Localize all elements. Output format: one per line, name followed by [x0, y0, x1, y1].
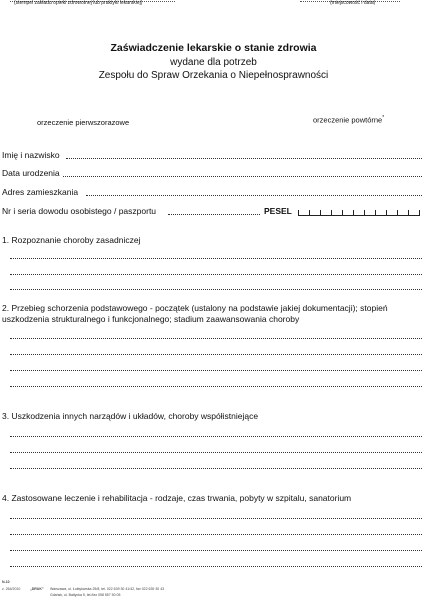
form-edition: z. 264/2010	[2, 587, 21, 591]
section-4-line[interactable]	[10, 550, 422, 551]
pesel-digit	[387, 210, 398, 215]
section-3-line[interactable]	[10, 468, 422, 469]
pesel-digit	[298, 210, 310, 215]
section-2-line[interactable]	[10, 338, 422, 339]
pesel-field[interactable]	[298, 210, 420, 216]
option-repeat[interactable]	[313, 115, 384, 125]
section-2-line[interactable]	[10, 370, 422, 371]
publisher-address-2: Gdańsk, ul. Bałtycka 5, tel./fax 058 557 50 05	[50, 593, 121, 597]
section-3-title: 3. Uszkodzenia innych narządów i układów, choroby współistniejące	[2, 411, 259, 421]
birth-date-label: Data urodzenia	[2, 168, 60, 178]
document-subtitle-committee: Zespołu do Spraw Orzekania o Niepełnosprawności	[98, 70, 329, 81]
pesel-digit	[365, 210, 376, 215]
pesel-digit	[354, 210, 365, 215]
section-4-line[interactable]	[10, 518, 422, 519]
pesel-digit	[343, 210, 354, 215]
form-code: N-10	[2, 580, 10, 584]
section-1-line[interactable]	[10, 274, 422, 275]
stamp-caption: (stempel zakładu opieki zdrowotnej lub praktyki lekarskiej)	[14, 0, 143, 6]
section-3-line[interactable]	[10, 436, 422, 437]
section-2-line[interactable]	[10, 386, 422, 387]
pesel-digit	[321, 210, 332, 215]
document-subtitle: wydane dla potrzeb	[170, 57, 257, 68]
section-4-title: 4. Zastosowane leczenie i rehabilitacja - rodzaje, czas trwania, pobyty w szpitalu, sanatorium	[2, 493, 352, 503]
section-1-title: 1. Rozpoznanie choroby zasadniczej	[2, 235, 141, 245]
document-title: Zaświadczenie lekarskie o stanie zdrowia	[110, 42, 317, 54]
place-date-caption: (miejscowość i data)	[330, 0, 376, 6]
publisher-logo: „DRUK”	[30, 587, 44, 591]
option-repeat-mark: *	[382, 115, 385, 121]
pesel-digit	[310, 210, 321, 215]
name-field[interactable]	[66, 158, 422, 159]
id-document-field[interactable]	[168, 214, 260, 215]
pesel-digit	[409, 210, 420, 215]
publisher-address: Warszawa, ul. Łuktykarska 25/8, tel. 022 639 30 41/42, fax 022 639 30 43	[50, 587, 165, 591]
section-1-line[interactable]	[10, 289, 422, 290]
address-field[interactable]	[86, 195, 422, 196]
option-repeat-label: orzeczenie powtórne	[313, 115, 383, 125]
section-3-line[interactable]	[10, 452, 422, 453]
id-document-label: Nr i seria dowodu osobistego / paszportu	[2, 206, 157, 216]
section-2-title: 2. Przebieg schorzenia podstawowego - początek (ustalony na podstawie jakiej dokumentacji); stopień uszkodzenia strukturalnego i funkcjonalnego; stadium zaawansowania choroby	[2, 303, 388, 324]
pesel-digit	[332, 210, 343, 215]
section-1-line[interactable]	[10, 258, 422, 259]
section-4-line[interactable]	[10, 566, 422, 567]
pesel-label: PESEL	[264, 206, 292, 216]
pesel-digit	[398, 210, 409, 215]
section-2-line[interactable]	[10, 354, 422, 355]
section-4-line[interactable]	[10, 534, 422, 535]
name-label: Imię i nazwisko	[2, 150, 60, 160]
pesel-digit	[376, 210, 387, 215]
birth-date-field[interactable]	[63, 176, 422, 177]
address-label: Adres zamieszkania	[2, 187, 79, 197]
option-first-time[interactable]: orzeczenie pierwszorazowe	[37, 118, 130, 127]
